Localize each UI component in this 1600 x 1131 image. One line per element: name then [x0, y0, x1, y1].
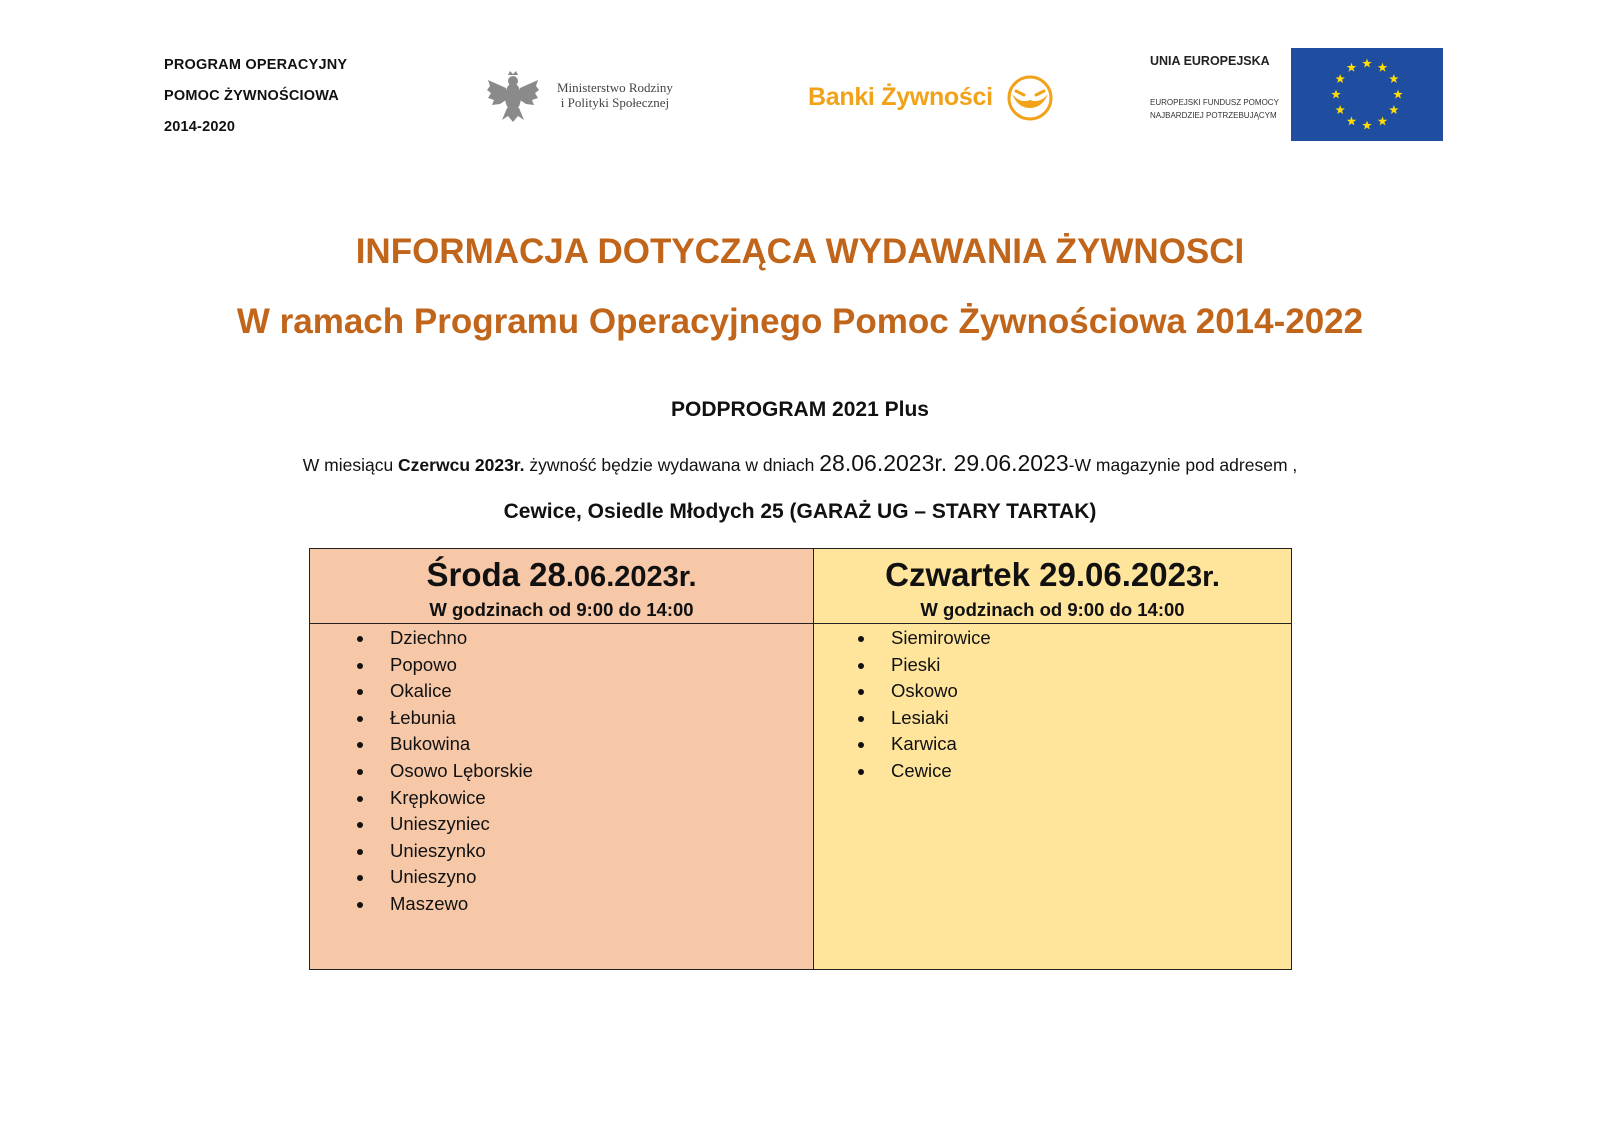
- eu-text: [1150, 54, 1290, 122]
- info-dates: 28.06.2023r. 29.06.2023: [819, 450, 1069, 476]
- food-bank-hands-icon: [1004, 74, 1056, 122]
- column-header: [814, 549, 1291, 624]
- list-item: Maszewo: [310, 891, 533, 918]
- program-logo-text: [164, 50, 347, 143]
- ministry-name: [557, 80, 673, 110]
- page-subtitle: W ramach Programu Operacyjnego Pomoc Żywnościowa 2014-2022: [236, 302, 1364, 341]
- day-name: Środa 28: [426, 556, 566, 593]
- list-item: Karwica: [814, 731, 991, 758]
- program-line: POMOC ŻYWNOŚCIOWA: [164, 88, 339, 104]
- schedule-column-wednesday: [310, 549, 814, 969]
- eu-star-icon: [1362, 59, 1372, 68]
- eu-star-icon: [1335, 105, 1345, 114]
- day-label: [310, 555, 813, 597]
- list-item: Łebunia: [310, 705, 533, 732]
- eu-star-icon: [1378, 63, 1388, 72]
- info-month: Czerwcu 2023r.: [398, 455, 525, 475]
- list-item: Unieszyno: [310, 864, 533, 891]
- list-item: Popowo: [310, 652, 533, 679]
- list-item: Osowo Lęborskie: [310, 758, 533, 785]
- day-date: .06.2023r.: [565, 561, 697, 593]
- list-item: Dziechno: [310, 625, 533, 652]
- list-item: Krępkowice: [310, 785, 533, 812]
- column-header: [310, 549, 813, 624]
- list-item: Unieszynko: [310, 838, 533, 865]
- list-item: Unieszyniec: [310, 811, 533, 838]
- food-bank-logo: [808, 74, 1058, 126]
- day-date: 3r.: [1186, 561, 1220, 593]
- day-name: Czwartek 29.06.202: [885, 556, 1186, 593]
- ministry-line: Ministerstwo Rodziny: [557, 80, 673, 95]
- hours-label: W godzinach od 9:00 do 14:00: [429, 599, 694, 620]
- eu-star-icon: [1362, 121, 1372, 130]
- eu-stars-icon: [1291, 48, 1443, 141]
- program-line: PROGRAM OPERACYJNY: [164, 57, 348, 73]
- eu-star-icon: [1335, 74, 1345, 83]
- schedule-table: [309, 548, 1292, 970]
- eu-star-icon: [1347, 116, 1357, 125]
- places-list: [814, 625, 991, 785]
- ministry-line: i Polityki Społecznej: [560, 95, 670, 110]
- eu-star-icon: [1389, 105, 1399, 114]
- polish-eagle-icon: [486, 70, 540, 124]
- ministry-logo: [486, 66, 706, 126]
- hours-label: W godzinach od 9:00 do 14:00: [920, 599, 1185, 620]
- info-prefix: W miesiącu: [302, 455, 399, 475]
- places-list: [310, 625, 533, 918]
- schedule-column-thursday: [814, 549, 1291, 969]
- warehouse-address: Cewice, Osiedle Młodych 25 (GARAŻ UG – STARY TARTAK): [503, 500, 1097, 523]
- eu-star-icon: [1393, 90, 1403, 99]
- eu-star-icon: [1378, 116, 1388, 125]
- list-item: Lesiaki: [814, 705, 991, 732]
- eu-flag: [1291, 48, 1443, 141]
- list-item: Okalice: [310, 678, 533, 705]
- info-middle: żywność będzie wydawana w dniach: [524, 455, 820, 475]
- list-item: Siemirowice: [814, 625, 991, 652]
- list-item: Bukowina: [310, 731, 533, 758]
- eu-star-icon: [1347, 63, 1357, 72]
- list-item: Oskowo: [814, 678, 991, 705]
- eu-star-icon: [1331, 90, 1341, 99]
- food-bank-name: Banki Żywności: [808, 83, 993, 111]
- program-line: 2014-2020: [164, 119, 236, 135]
- distribution-info: [0, 450, 1600, 477]
- list-item: Cewice: [814, 758, 991, 785]
- eu-fund-line: NAJBARDZIEJ POTRZEBUJĄCYM: [1150, 111, 1277, 120]
- eu-fund-name: [1150, 96, 1290, 122]
- day-label: [814, 555, 1291, 597]
- info-suffix: -W magazynie pod adresem ,: [1068, 455, 1298, 475]
- eu-fund-line: EUROPEJSKI FUNDUSZ POMOCY: [1150, 98, 1279, 107]
- page-title: INFORMACJA DOTYCZĄCA WYDAWANIA ŻYWNOSCI: [355, 232, 1245, 271]
- subprogram-heading: PODPROGRAM 2021 Plus: [671, 398, 929, 421]
- eu-star-icon: [1389, 74, 1399, 83]
- eu-title: UNIA EUROPEJSKA: [1150, 54, 1270, 68]
- list-item: Pieski: [814, 652, 991, 679]
